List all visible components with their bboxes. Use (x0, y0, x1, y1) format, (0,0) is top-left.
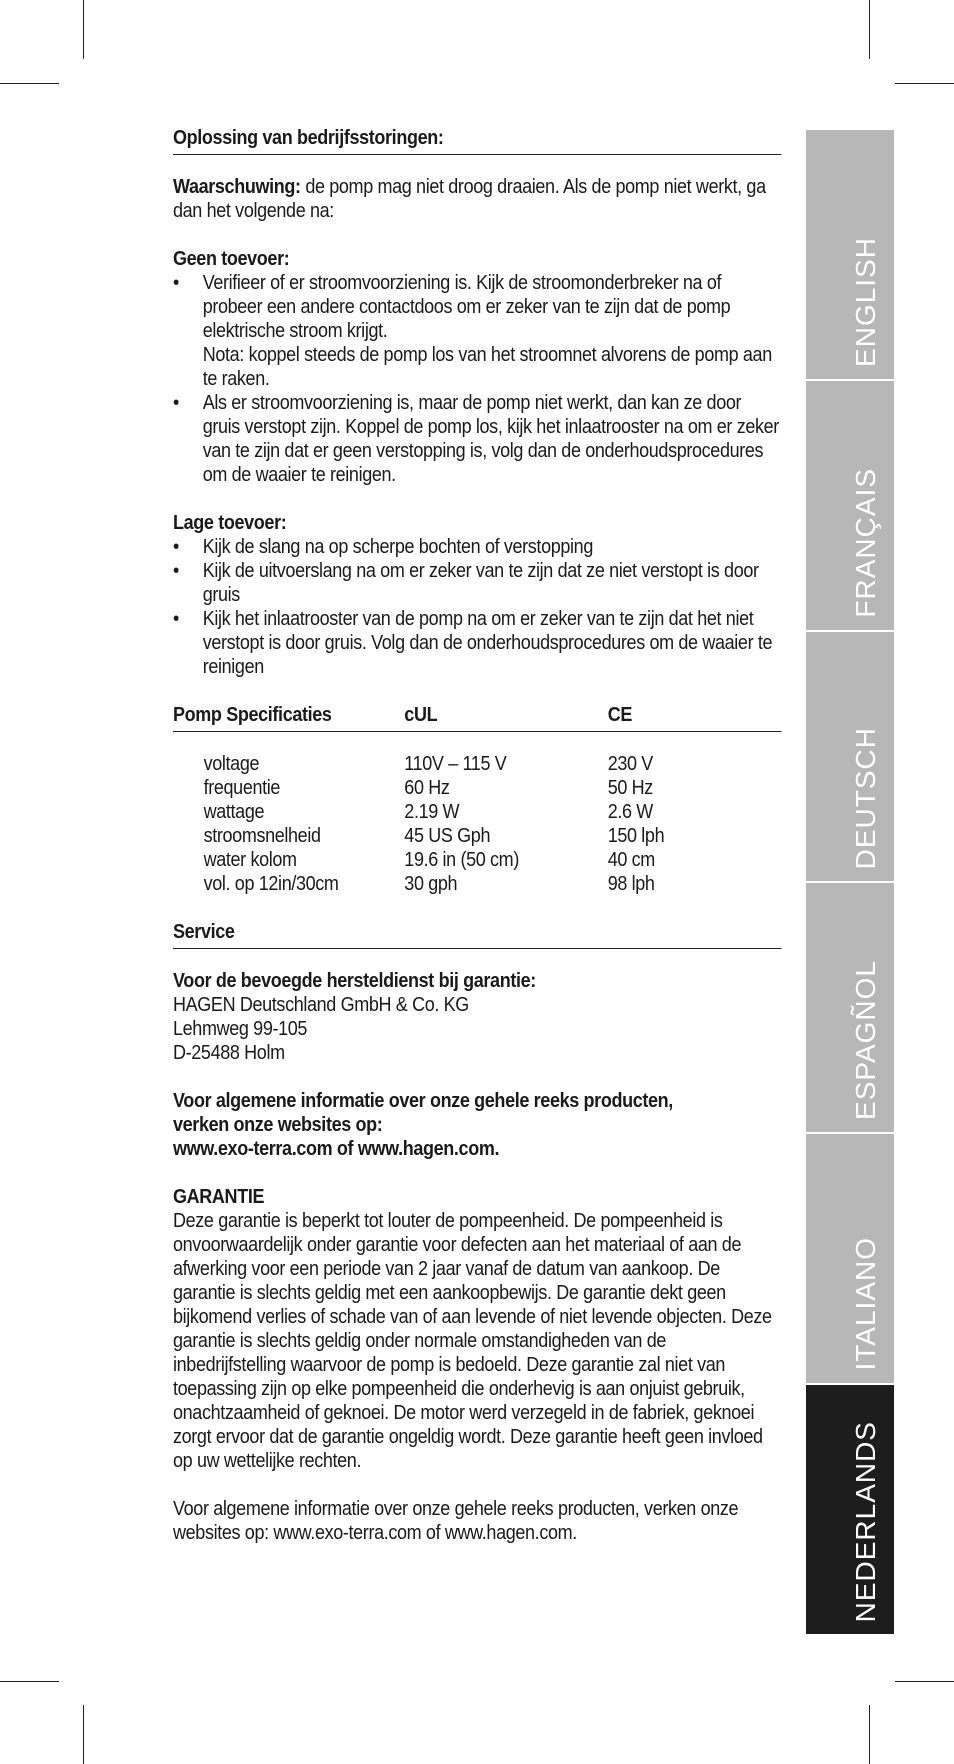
tab-nederlands[interactable]: NEDERLANDS (806, 1385, 894, 1634)
language-tabs (806, 130, 894, 1636)
spec-cul-value: 30 gph (404, 873, 458, 895)
warranty-heading: GARANTIE (173, 1186, 265, 1208)
warning-label: Waarschuwing: (173, 176, 301, 198)
info-line: verken onze websites op: (173, 1114, 383, 1136)
crop-mark (895, 83, 954, 84)
crop-mark (83, 1705, 84, 1764)
address-line: D-25488 Holm (173, 1042, 285, 1064)
spec-name: wattage (203, 801, 265, 823)
crop-mark (83, 0, 84, 59)
website-line: www.exo-terra.com of www.hagen.com. (173, 1138, 500, 1160)
crop-mark (869, 0, 870, 59)
spec-header-label: Pomp Specificaties (173, 704, 332, 726)
table-row (173, 752, 781, 776)
spec-ce-value: 50 Hz (607, 777, 653, 799)
list-item-text: Als er stroomvoorziening is, maar de pomp niet werkt, dan kan ze door gruis verstopt zijn. Koppel de pomp los, kijk het inlaatrooster na om er zeker van te zijn dat er geen verstopping is, volg dan de onderhoudsprocedures om de waaier te reinigen. (202, 392, 779, 486)
spec-header-ce: CE (607, 704, 632, 726)
table-row (173, 824, 781, 848)
list-item (173, 271, 781, 391)
list-item-text: Kijk de slang na op scherpe bochten of verstopping (202, 536, 593, 558)
crop-mark (0, 1681, 59, 1682)
no-flow-list (173, 271, 781, 487)
warranty-text: Deze garantie is beperkt tot louter de pompeenheid. De pompeenheid is onvoorwaardelijk onder garantie voor defecten aan het materiaal of aan de afwerking voor een periode van 2 jaar vanaf de datum van aankoop. De garantie is slechts geldig met een aankoopbewijs. De garantie dekt geen bijkomend verlies of schade van of aan levende of niet levende objecten. Deze garantie is slechts geldig onder normale omstandigheden van de inbedrijfstelling waarvoor de pomp is bedoeld. Deze garantie zal niet van toepassing zijn op elke pompeenheid die onderhevig is aan onjuist gebruik, onachtzaamheid of geknoei. De motor werd verzegeld in de fabriek, geknoei zorgt ervoor dat de garantie ongeldig wordt. Deze garantie heeft geen invloed op uw wettelijke rechten. (173, 1210, 772, 1472)
low-flow-list (173, 535, 781, 679)
table-row (173, 872, 781, 896)
address-line: HAGEN Deutschland GmbH & Co. KG (173, 994, 469, 1016)
table-row (173, 776, 781, 800)
spec-cul-value: 45 US Gph (404, 825, 491, 847)
spec-cul-value: 19.6 in (50 cm) (404, 849, 519, 871)
table-row (173, 848, 781, 872)
list-item-text: Verifieer of er stroomvoorziening is. Kijk de stroomonderbreker na of probeer een andere contactdoos om er zeker van te zijn dat de pomp elektrische stroom krijgt. (202, 272, 731, 342)
list-item-note: Nota: koppel steeds de pomp los van het stroomnet alvorens de pomp aan te raken. (202, 344, 772, 390)
spec-ce-value: 98 lph (607, 873, 655, 895)
no-flow-heading: Geen toevoer: (173, 248, 290, 270)
spec-name: voltage (203, 753, 260, 775)
tab-italiano[interactable]: ITALIANO (806, 1134, 894, 1383)
spec-name: stroomsnelheid (203, 825, 321, 847)
list-item-text: Kijk het inlaatrooster van de pomp na om er zeker van te zijn dat het niet verstopt is door gruis. Volg dan de onderhoudsprocedures om de waaier te reinigen (202, 608, 773, 678)
crop-mark (869, 1705, 870, 1764)
address-line: Lehmweg 99-105 (173, 1018, 308, 1040)
spec-ce-value: 40 cm (607, 849, 655, 871)
table-row (173, 800, 781, 824)
spec-name: water kolom (203, 849, 297, 871)
crop-mark (0, 83, 59, 84)
list-item (173, 391, 781, 487)
spec-table-header (173, 703, 781, 732)
spec-ce-value: 150 lph (607, 825, 665, 847)
spec-cul-value: 2.19 W (404, 801, 460, 823)
troubleshooting-heading: Oplossing van bedrijfsstoringen: (173, 126, 781, 155)
spec-ce-value: 230 V (607, 753, 653, 775)
crop-mark (895, 1681, 954, 1682)
service-heading: Service (173, 920, 781, 949)
tab-francais[interactable]: FRANÇAIS (806, 381, 894, 630)
spec-cul-value: 110V – 115 V (404, 753, 507, 775)
tab-deutsch[interactable]: DEUTSCH (806, 632, 894, 881)
spec-header-cul: cUL (404, 704, 438, 726)
warranty-footer: Voor algemene informatie over onze gehele reeks producten, verken onze websites op: www.exo-terra.com of www.hagen.com. (173, 1498, 739, 1544)
tab-english[interactable]: ENGLISH (806, 130, 894, 379)
spec-table-body (173, 752, 781, 896)
spec-name: vol. op 12in/30cm (203, 873, 339, 895)
repair-heading: Voor de bevoegde hersteldienst bij garantie: (173, 970, 536, 992)
warning-paragraph (173, 175, 781, 223)
spec-name: frequentie (203, 777, 281, 799)
list-item (173, 559, 781, 607)
list-item-text: Kijk de uitvoerslang na om er zeker van te zijn dat ze niet verstopt is door gruis (202, 560, 759, 606)
low-flow-heading: Lage toevoer: (173, 512, 287, 534)
tab-espagnol[interactable]: ESPAGÑOL (806, 883, 894, 1132)
manual-page-content (173, 126, 781, 1545)
info-line: Voor algemene informatie over onze gehele reeks producten, (173, 1090, 673, 1112)
list-item (173, 535, 781, 559)
spec-cul-value: 60 Hz (404, 777, 450, 799)
spec-ce-value: 2.6 W (607, 801, 653, 823)
list-item (173, 607, 781, 679)
warning-text: de pomp mag niet droog draaien. Als de pomp niet werkt, ga dan het volgende na: (173, 176, 766, 222)
